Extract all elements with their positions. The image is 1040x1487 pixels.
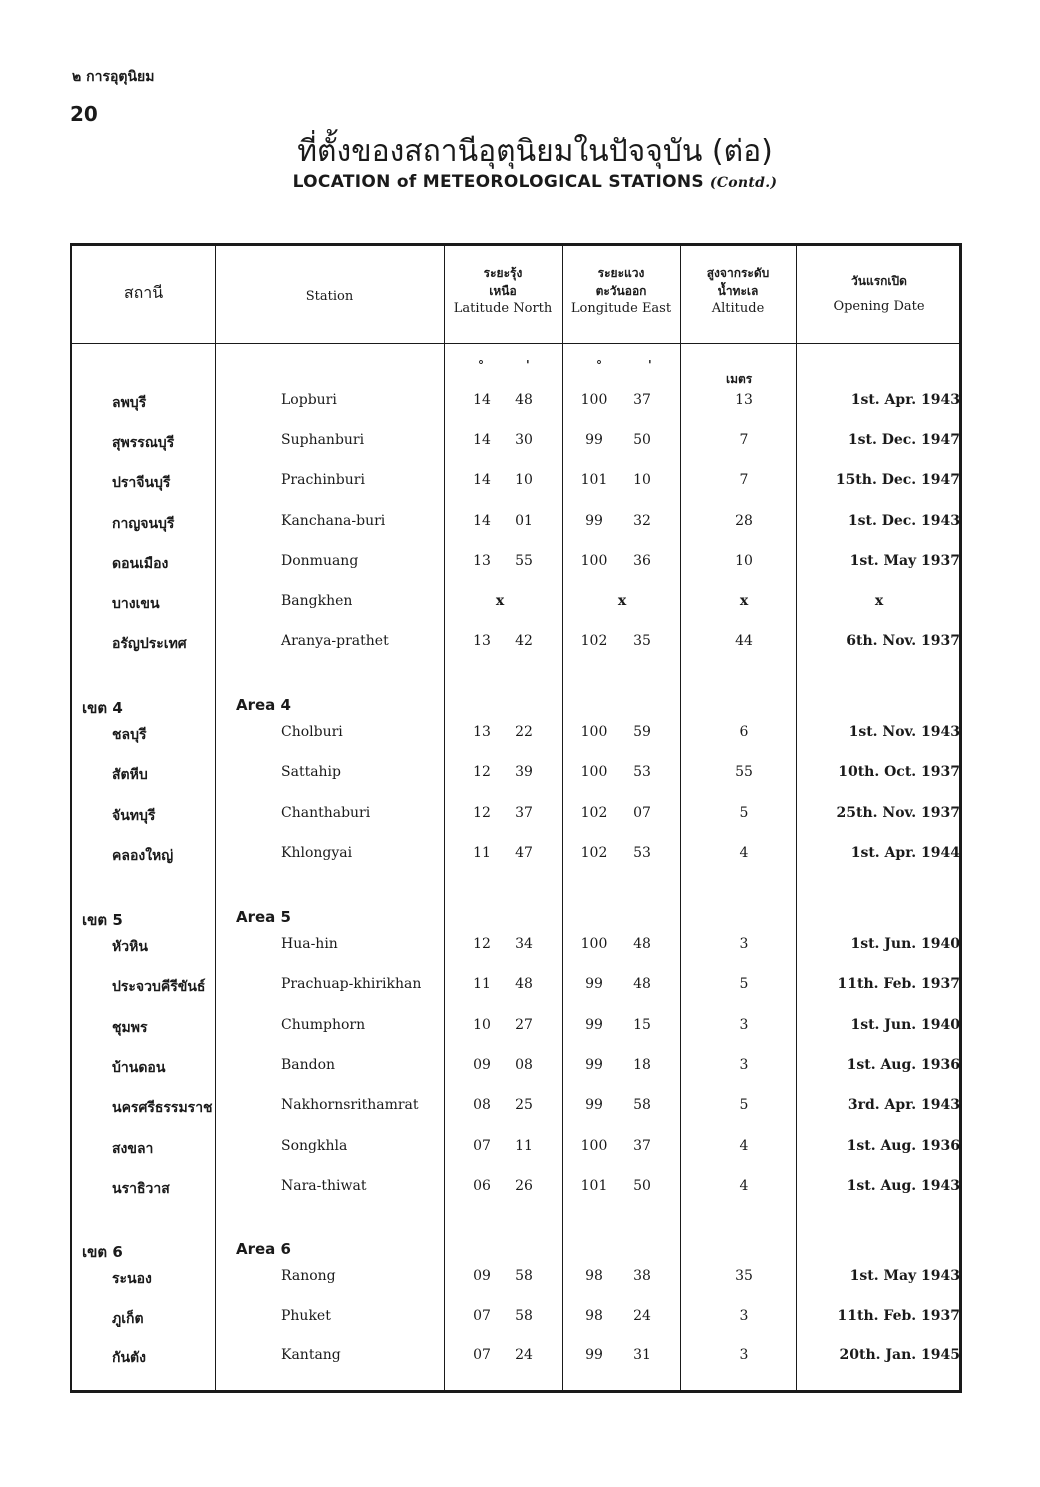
- longitude-degrees: 101: [580, 1177, 608, 1194]
- longitude-minutes: 48: [633, 976, 651, 993]
- station-name-thai: ระนอง: [112, 1271, 152, 1287]
- latitude-degrees: 14: [473, 472, 491, 489]
- longitude-degrees: 99: [585, 1097, 603, 1114]
- column-header-longitude: ระยะแวง ตะวันออก Longitude East: [570, 266, 672, 316]
- station-name: Nara-thiwat: [281, 1177, 367, 1194]
- latitude-minutes: 24: [515, 1347, 533, 1363]
- station-name-thai: บ้านดอน: [112, 1059, 166, 1076]
- longitude-degrees: 98: [585, 1268, 603, 1284]
- altitude: x: [739, 593, 749, 609]
- table-row: [72, 432, 959, 456]
- longitude-minutes: 31: [633, 1347, 651, 1363]
- latitude-minutes: 37: [515, 804, 533, 821]
- station-table: [70, 243, 962, 1393]
- table-row: [72, 724, 959, 748]
- altitude: 5: [739, 976, 749, 993]
- station-name-thai: ประจวบคีรีขันธ์: [112, 979, 206, 996]
- minute-unit-lat: ': [526, 358, 530, 372]
- latitude-minutes: 22: [515, 724, 533, 740]
- title-contd: (Contd.): [709, 175, 778, 191]
- station-name-thai: ลพบุรี: [112, 395, 147, 411]
- station-name: Prachinburi: [281, 472, 365, 489]
- opening-date: 1st. Aug. 1936: [846, 1137, 960, 1154]
- longitude-minutes: 36: [633, 552, 651, 569]
- latitude-minutes: 55: [515, 552, 533, 569]
- longitude-degrees: 99: [585, 432, 603, 449]
- latitude-degrees: 08: [473, 1097, 491, 1114]
- title-english-text: LOCATION of METEOROLOGICAL STATIONS: [292, 172, 704, 192]
- longitude-minutes: 50: [633, 432, 651, 449]
- station-name-thai: นครศรีธรรมราช: [112, 1100, 213, 1117]
- latitude-degrees: 11: [473, 976, 491, 993]
- station-name-thai: ดอนเมือง: [112, 555, 169, 572]
- latitude-minutes: 11: [515, 1137, 533, 1154]
- latitude-minutes: 34: [515, 936, 533, 952]
- altitude: 28: [735, 512, 753, 529]
- station-name: Lopburi: [281, 392, 337, 408]
- longitude-minutes: 59: [633, 724, 651, 740]
- header-divider: [72, 343, 959, 344]
- opening-date: 1st. May 1937: [849, 552, 960, 569]
- altitude: 3: [739, 1016, 749, 1033]
- table-row: [72, 1017, 959, 1041]
- longitude-degrees: 102: [580, 804, 608, 821]
- table-row: [72, 1347, 959, 1371]
- longitude-minutes: 58: [633, 1097, 651, 1114]
- longitude-degrees: 98: [585, 1307, 603, 1324]
- opening-date: 20th. Jan. 1945: [839, 1347, 960, 1363]
- opening-date: 1st. Nov. 1943: [848, 724, 960, 740]
- longitude-minutes: 50: [633, 1177, 651, 1194]
- latitude-degrees: 13: [473, 552, 491, 569]
- longitude-degrees: 100: [580, 1137, 608, 1154]
- latitude-minutes: 48: [515, 392, 533, 408]
- station-name: Kanchana-buri: [281, 512, 386, 529]
- opening-date: 3rd. Apr. 1943: [847, 1097, 960, 1114]
- altitude: 4: [739, 844, 749, 861]
- page-title-thai: ที่ตั้งของสถานีอุตุนิยมในปัจจุบัน (ต่อ): [297, 134, 773, 169]
- station-name-thai: อรัญประเทศ: [112, 636, 187, 653]
- latitude-minutes: 25: [515, 1097, 533, 1114]
- latitude-missing: x: [495, 593, 505, 609]
- column-header-thai-name: สถานี: [123, 283, 164, 302]
- station-name-thai: กาญจนบุรี: [112, 515, 175, 532]
- table-row: [72, 392, 959, 416]
- opening-date: 1st. Dec. 1943: [847, 512, 960, 529]
- altitude: 5: [739, 804, 749, 821]
- longitude-minutes: 48: [633, 936, 651, 952]
- longitude-degrees: 102: [580, 844, 608, 861]
- latitude-degrees: 09: [473, 1056, 491, 1073]
- latitude-minutes: 30: [515, 432, 533, 449]
- altitude: 3: [739, 1347, 749, 1363]
- longitude-degrees: 100: [580, 764, 608, 781]
- longitude-degrees: 100: [580, 936, 608, 952]
- latitude-degrees: 12: [473, 804, 491, 821]
- latitude-minutes: 27: [515, 1016, 533, 1033]
- table-row: [72, 764, 959, 788]
- station-name-thai: สุพรรณบุรี: [112, 435, 175, 452]
- area-label-thai: เขต 6: [82, 1243, 123, 1261]
- degree-unit-lon: °: [596, 358, 602, 372]
- opening-date: 1st. Aug. 1936: [846, 1056, 960, 1073]
- table-row: [72, 1308, 959, 1332]
- station-name-thai: สัตหีบ: [112, 767, 148, 784]
- opening-date: 1st. May 1943: [849, 1268, 960, 1284]
- longitude-degrees: 99: [585, 512, 603, 529]
- opening-date: 1st. Dec. 1947: [847, 432, 960, 449]
- latitude-degrees: 14: [473, 392, 491, 408]
- table-row: [72, 1268, 959, 1292]
- area-label-thai: เขต 5: [82, 911, 123, 929]
- longitude-minutes: 38: [633, 1268, 651, 1284]
- station-name-thai: คลองใหญ่: [112, 847, 174, 864]
- opening-date: 1st. Aug. 1943: [846, 1177, 960, 1194]
- station-name: Songkhla: [281, 1137, 348, 1154]
- opening-date: 15th. Dec. 1947: [835, 472, 960, 489]
- altitude: 35: [735, 1268, 753, 1284]
- longitude-minutes: 18: [633, 1056, 651, 1073]
- latitude-degrees: 07: [473, 1347, 491, 1363]
- latitude-degrees: 06: [473, 1177, 491, 1194]
- station-name-thai: นราธิวาส: [112, 1180, 170, 1197]
- opening-date: 10th. Oct. 1937: [838, 764, 960, 781]
- altitude-unit: เมตร: [726, 372, 753, 386]
- degree-unit-lat: °: [478, 358, 484, 372]
- table-row: [72, 1057, 959, 1081]
- latitude-degrees: 07: [473, 1307, 491, 1324]
- area-heading-4: [72, 696, 959, 720]
- station-name-thai: ปราจีนบุรี: [112, 475, 171, 492]
- area-label-english: Area 4: [236, 696, 291, 714]
- latitude-minutes: 58: [515, 1307, 533, 1324]
- longitude-minutes: 24: [633, 1307, 651, 1324]
- table-row: [72, 553, 959, 577]
- longitude-degrees: 101: [580, 472, 608, 489]
- station-name: Chumphorn: [281, 1016, 366, 1033]
- table-row: [72, 1178, 959, 1202]
- longitude-minutes: 32: [633, 512, 651, 529]
- latitude-degrees: 14: [473, 432, 491, 449]
- altitude: 7: [739, 432, 749, 449]
- area-label-english: Area 5: [236, 908, 291, 926]
- altitude: 6: [739, 724, 749, 740]
- latitude-degrees: 14: [473, 512, 491, 529]
- longitude-degrees: 99: [585, 1347, 603, 1363]
- latitude-minutes: 47: [515, 844, 533, 861]
- longitude-minutes: 15: [633, 1016, 651, 1033]
- longitude-missing: x: [617, 593, 627, 609]
- longitude-minutes: 37: [633, 1137, 651, 1154]
- page-number: 20: [70, 102, 98, 126]
- station-name-thai: หัวหิน: [112, 939, 148, 955]
- station-name: Nakhornsrithamrat: [281, 1097, 419, 1114]
- latitude-minutes: 01: [515, 512, 533, 529]
- longitude-degrees: 100: [580, 392, 608, 408]
- longitude-minutes: 37: [633, 392, 651, 408]
- latitude-minutes: 10: [515, 472, 533, 489]
- opening-date: 6th. Nov. 1937: [846, 633, 960, 650]
- longitude-degrees: 99: [585, 1016, 603, 1033]
- latitude-minutes: 48: [515, 976, 533, 993]
- station-name: Kantang: [281, 1347, 341, 1363]
- table-row: [72, 936, 959, 960]
- area-label-thai: เขต 4: [82, 699, 123, 717]
- table-row: [72, 976, 959, 1000]
- longitude-minutes: 53: [633, 844, 651, 861]
- station-name-thai: ภูเก็ต: [112, 1310, 144, 1327]
- opening-date: 1st. Apr. 1944: [850, 844, 960, 861]
- longitude-degrees: 100: [580, 552, 608, 569]
- station-name: Bangkhen: [281, 593, 353, 609]
- latitude-degrees: 13: [473, 633, 491, 650]
- station-name-thai: จันทบุรี: [112, 807, 156, 824]
- altitude: 4: [739, 1177, 749, 1194]
- area-heading-6: [72, 1240, 959, 1264]
- page-title-english: [0, 172, 1040, 192]
- table-row: [72, 593, 959, 617]
- longitude-minutes: 10: [633, 472, 651, 489]
- longitude-degrees: 100: [580, 724, 608, 740]
- latitude-minutes: 26: [515, 1177, 533, 1194]
- station-name-thai: ชลบุรี: [112, 727, 147, 743]
- column-header-latitude: ระยะรุ้ง เหนือ Latitude North: [453, 266, 553, 316]
- longitude-minutes: 35: [633, 633, 651, 650]
- station-name: Cholburi: [281, 724, 343, 740]
- station-name: Khlongyai: [281, 844, 353, 861]
- opening-date: 1st. Jun. 1940: [850, 936, 960, 952]
- station-name: Suphanburi: [281, 432, 365, 449]
- latitude-minutes: 39: [515, 764, 533, 781]
- table-row: [72, 805, 959, 829]
- longitude-degrees: 99: [585, 976, 603, 993]
- station-name: Phuket: [281, 1307, 331, 1324]
- opening-date: 11th. Feb. 1937: [837, 1307, 960, 1324]
- table-row: [72, 513, 959, 537]
- station-name-thai: กันตัง: [112, 1350, 146, 1366]
- station-name: Chanthaburi: [281, 804, 371, 821]
- latitude-degrees: 11: [473, 844, 491, 861]
- opening-date: 1st. Jun. 1940: [850, 1016, 960, 1033]
- opening-date: 1st. Apr. 1943: [850, 392, 960, 408]
- station-name: Donmuang: [281, 552, 359, 569]
- table-row: [72, 472, 959, 496]
- station-name-thai: บางเขน: [112, 596, 160, 612]
- latitude-minutes: 58: [515, 1268, 533, 1284]
- opening-date: x: [874, 593, 884, 609]
- opening-date: 11th. Feb. 1937: [837, 976, 960, 993]
- latitude-degrees: 13: [473, 724, 491, 740]
- latitude-degrees: 07: [473, 1137, 491, 1154]
- station-name: Ranong: [281, 1268, 336, 1284]
- column-header-opening-date: วันแรกเปิด Opening Date: [833, 274, 925, 314]
- area-heading-5: [72, 908, 959, 932]
- latitude-degrees: 09: [473, 1268, 491, 1284]
- running-title: ๒ การอุตุนิยม: [72, 69, 155, 85]
- longitude-minutes: 53: [633, 764, 651, 781]
- station-name-thai: ชุมพร: [112, 1019, 148, 1036]
- altitude: 3: [739, 1056, 749, 1073]
- station-name: Hua-hin: [281, 936, 338, 952]
- altitude: 13: [735, 392, 753, 408]
- altitude: 10: [735, 552, 753, 569]
- altitude: 5: [739, 1097, 749, 1114]
- station-name: Sattahip: [281, 764, 341, 781]
- station-name: Aranya-prathet: [281, 633, 389, 650]
- latitude-minutes: 08: [515, 1056, 533, 1073]
- longitude-minutes: 07: [633, 804, 651, 821]
- latitude-degrees: 12: [473, 764, 491, 781]
- longitude-degrees: 102: [580, 633, 608, 650]
- area-label-english: Area 6: [236, 1240, 291, 1258]
- station-name: Prachuap-khirikhan: [281, 976, 422, 993]
- latitude-degrees: 10: [473, 1016, 491, 1033]
- table-row: [72, 845, 959, 869]
- altitude: 44: [735, 633, 753, 650]
- altitude: 4: [739, 1137, 749, 1154]
- table-row: [72, 1097, 959, 1121]
- table-row: [72, 633, 959, 657]
- altitude: 7: [739, 472, 749, 489]
- longitude-degrees: 99: [585, 1056, 603, 1073]
- altitude: 3: [739, 1307, 749, 1324]
- latitude-minutes: 42: [515, 633, 533, 650]
- opening-date: 25th. Nov. 1937: [836, 804, 960, 821]
- minute-unit-lon: ': [648, 358, 652, 372]
- latitude-degrees: 12: [473, 936, 491, 952]
- altitude: 55: [735, 764, 753, 781]
- column-header-station: Station: [305, 289, 354, 304]
- column-header-altitude: สูงจากระดับ น้ำทะเล Altitude: [706, 266, 770, 316]
- station-name-thai: สงขลา: [112, 1140, 154, 1157]
- altitude: 3: [739, 936, 749, 952]
- station-name: Bandon: [281, 1056, 336, 1073]
- table-row: [72, 1138, 959, 1162]
